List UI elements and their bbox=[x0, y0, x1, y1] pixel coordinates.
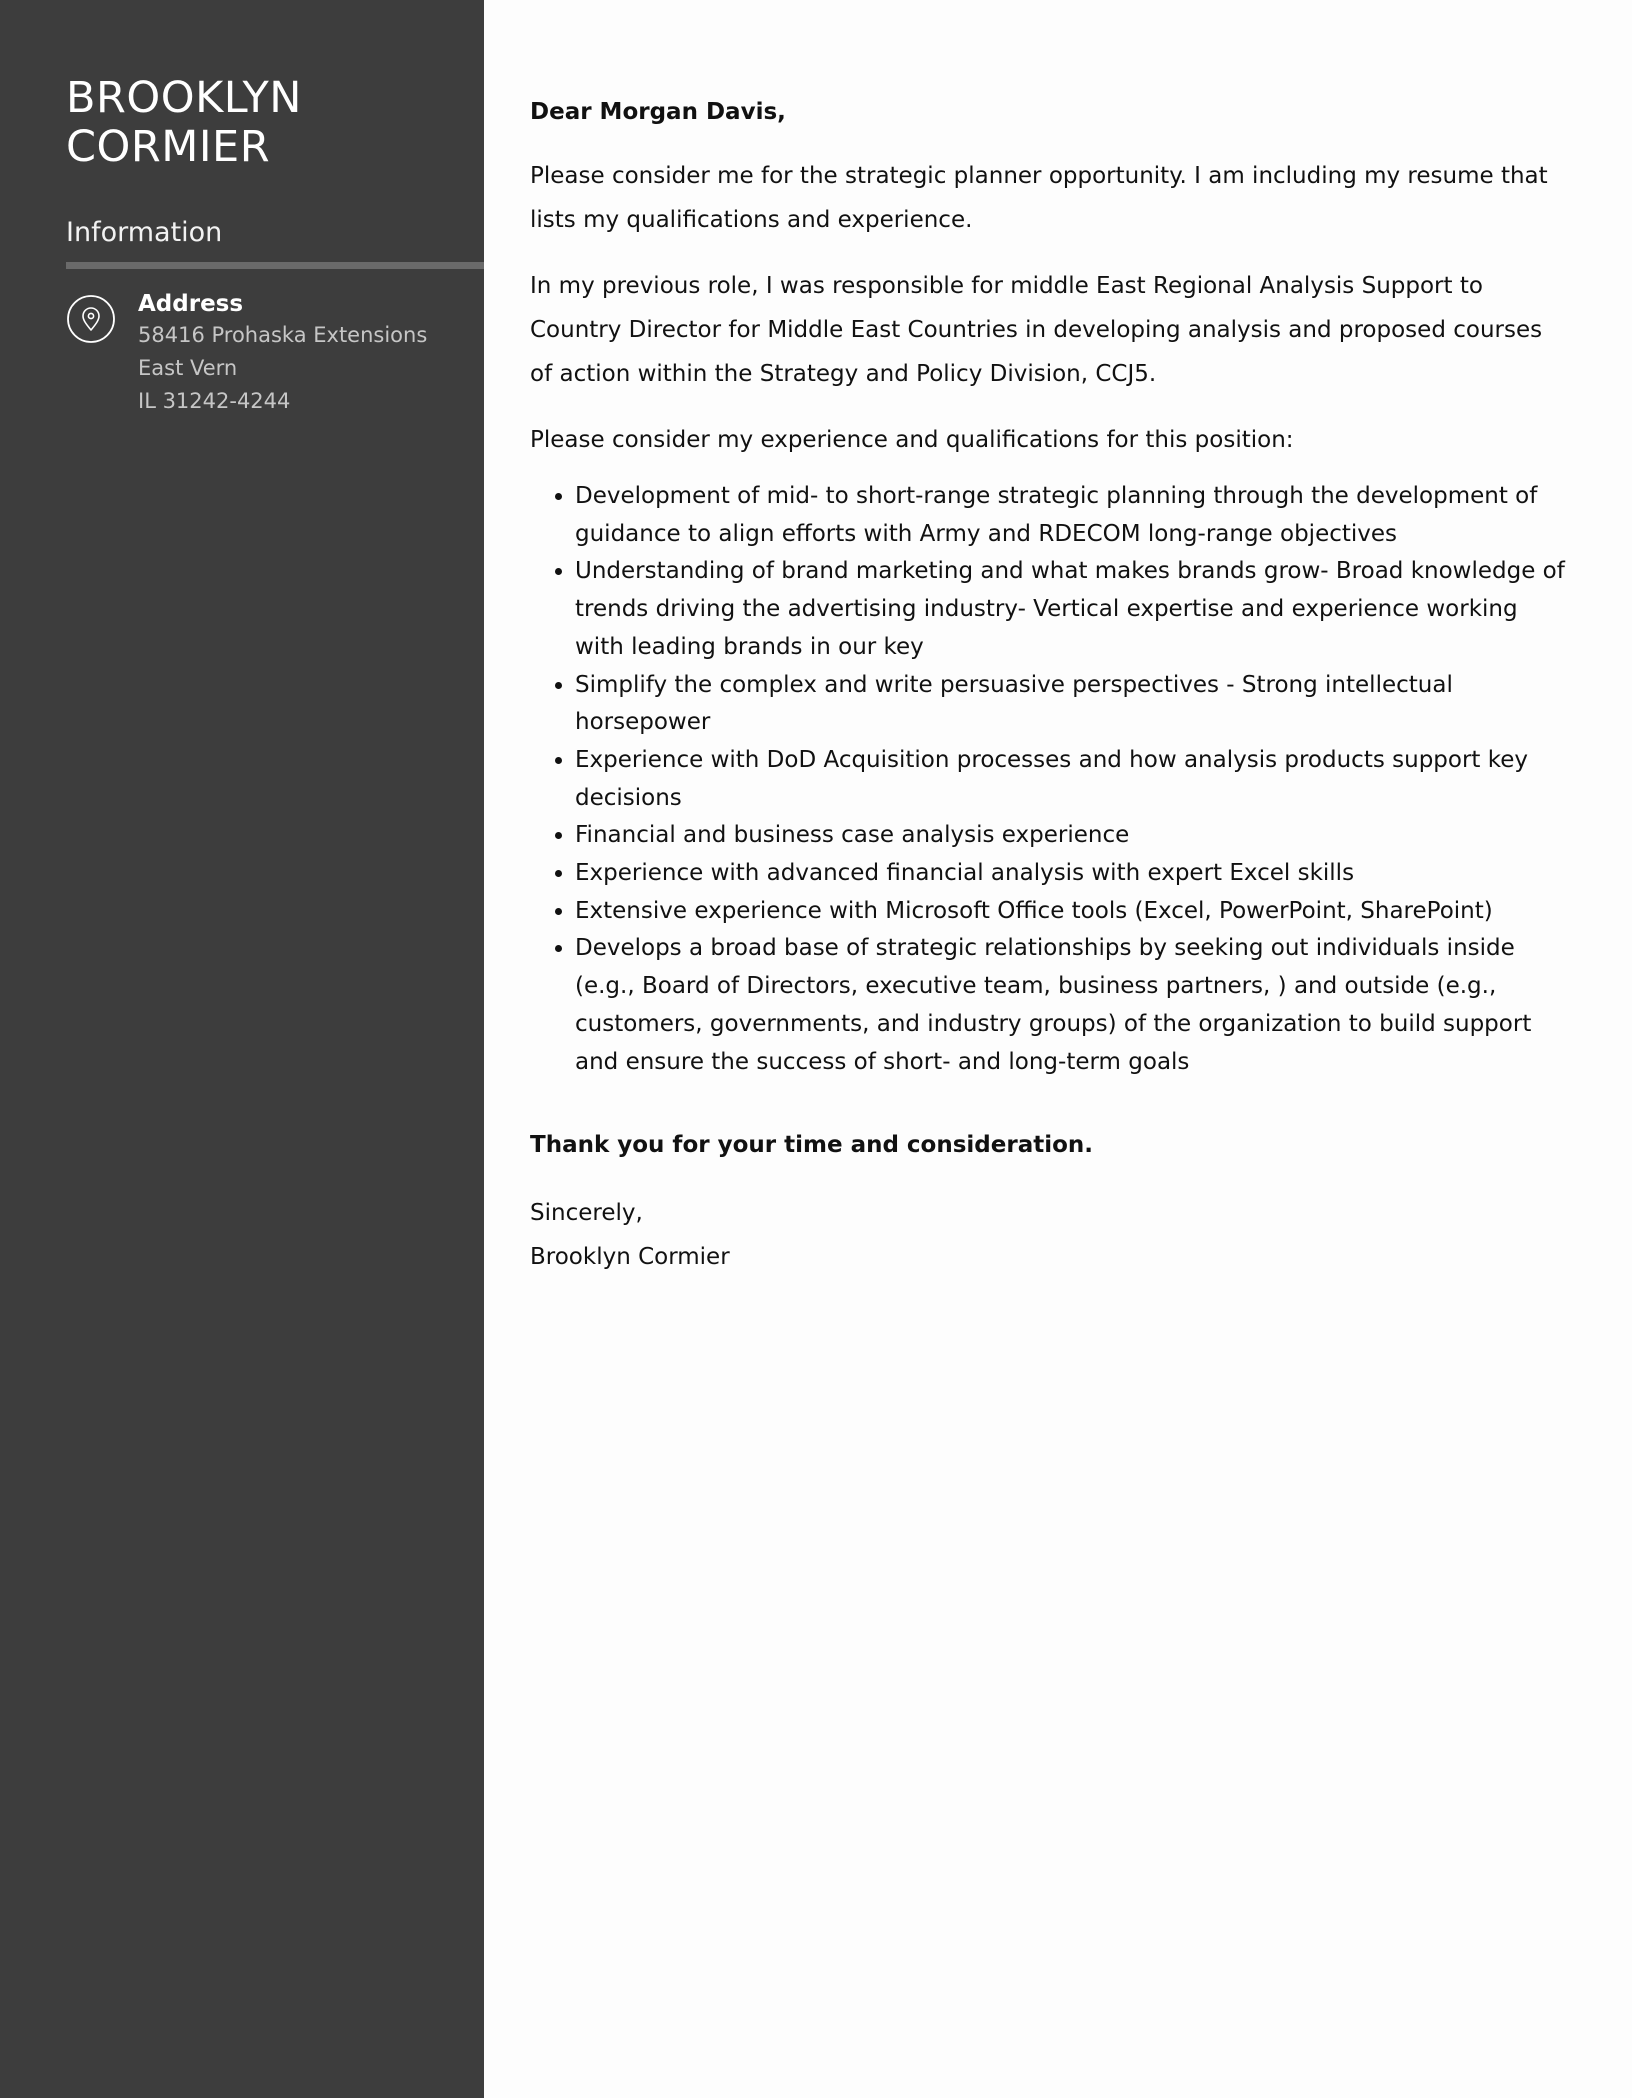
letter-paragraph: In my previous role, I was responsible for middle East Regional Analysis Support to Country Director for Middle East Countries in developing analysis and proposed courses of action within the Strategy and Policy Division, CCJ5. bbox=[530, 273, 1543, 387]
qualifications-list bbox=[530, 478, 1570, 1081]
qualification-item: • Develops a broad base of strategic relationships by seeking out individuals inside (e.g., Board of Directors, executive team, business partners, ) and outside (e.g., customers, governments, and industry groups) of the organization to build support and ensure the success of short- and long-term goals bbox=[575, 930, 1570, 1081]
information-heading: Information bbox=[66, 217, 223, 248]
qualification-item: • Extensive experience with Microsoft Office tools (Excel, PowerPoint, SharePoint) bbox=[575, 893, 1570, 931]
location-pin-icon bbox=[66, 294, 116, 344]
letter-greeting: Dear Morgan Davis, bbox=[530, 99, 786, 125]
thank-you-line: Thank you for your time and consideration. bbox=[530, 1132, 1094, 1159]
address-street: 58416 Prohaska Extensions bbox=[138, 323, 428, 347]
applicant-name: BROOKLYN CORMIER bbox=[66, 73, 302, 172]
qualification-item: • Development of mid- to short-range strategic planning through the development of guidance to align efforts with Army and RDECOM long-range objectives bbox=[575, 478, 1570, 553]
sidebar bbox=[0, 0, 484, 2098]
qualification-item: • Financial and business case analysis experience bbox=[575, 817, 1570, 855]
signature-name: Brooklyn Cormier bbox=[530, 1244, 730, 1271]
qualification-item: • Experience with DoD Acquisition processes and how analysis products support key decisions bbox=[575, 742, 1570, 817]
letter-paragraph: Please consider me for the strategic planner opportunity. I am including my resume that lists my qualifications and experience. bbox=[530, 163, 1548, 233]
qualifications-intro: Please consider my experience and qualifications for this position: bbox=[530, 427, 1294, 453]
address-state-zip: IL 31242-4244 bbox=[138, 389, 291, 413]
qualification-item: • Understanding of brand marketing and what makes brands grow- Broad knowledge of trends driving the advertising industry- Vertical expertise and experience working with leading brands in our key bbox=[575, 553, 1570, 666]
address-city: East Vern bbox=[138, 356, 238, 380]
section-divider bbox=[66, 262, 484, 269]
address-label: Address bbox=[138, 291, 244, 317]
letter-body bbox=[530, 92, 1570, 1279]
qualification-item: • Experience with advanced financial analysis with expert Excel skills bbox=[575, 855, 1570, 893]
closing-salutation: Sincerely, bbox=[530, 1200, 643, 1227]
qualification-item: • Simplify the complex and write persuasive perspectives - Strong intellectual horsepower bbox=[575, 667, 1570, 742]
